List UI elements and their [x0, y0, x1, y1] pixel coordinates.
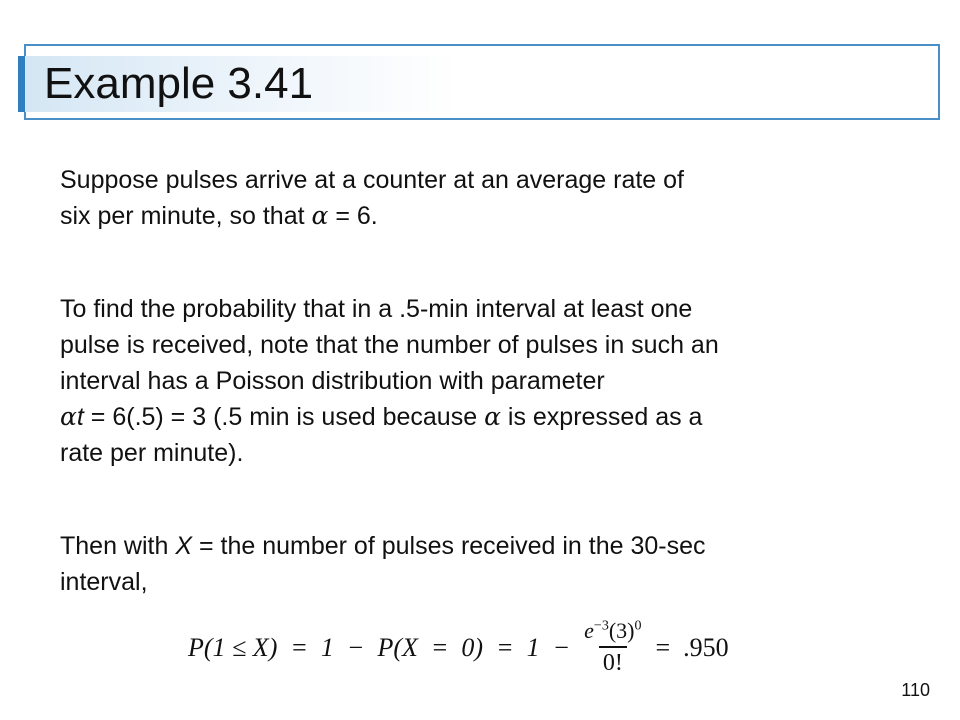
slide-title: Example 3.41: [44, 59, 314, 108]
equation-rhs: = .950: [655, 632, 729, 662]
paragraph-then: [60, 528, 920, 600]
numerator-middle: (3): [608, 618, 635, 643]
numerator-base: e: [584, 618, 594, 643]
paragraph-probability-line4-end: is expressed as a: [500, 403, 703, 431]
equation-fraction: [580, 618, 645, 677]
paragraph-probability-line2: pulse is received, note that the number of pulses in such an: [60, 331, 719, 359]
paragraph-rate-line2-pre: six per minute, so that: [60, 202, 312, 230]
paragraph-probability: [60, 291, 920, 471]
t-variable: t: [76, 403, 84, 431]
x-variable: X: [175, 532, 193, 560]
probability-equation: [188, 618, 729, 677]
paragraph-then-line1-post: = the number of pulses received in the 30-sec: [192, 532, 706, 560]
paragraph-probability-line5: rate per minute).: [60, 439, 244, 467]
alpha-symbol: α: [60, 402, 77, 431]
alpha-symbol: α: [484, 402, 501, 431]
paragraph-then-line1-pre: Then with: [60, 532, 176, 560]
page-number: 110: [901, 680, 930, 700]
paragraph-probability-line3: interval has a Poisson distribution with parameter: [60, 367, 605, 395]
paragraph-probability-line4-mid: = 6(.5) = 3 (.5 min is used because: [83, 403, 485, 431]
numerator-exponent: −3: [593, 618, 609, 634]
fraction-denominator: 0!: [599, 646, 627, 677]
fraction-numerator: [580, 618, 645, 646]
paragraph-rate-line2-post: = 6.: [328, 202, 378, 230]
paragraph-rate-line1: Suppose pulses arrive at a counter at an average rate of: [60, 166, 684, 194]
title-accent-bar: [18, 56, 25, 112]
equation-lhs: P(1 ≤ X) = 1 − P(X = 0) = 1 −: [188, 632, 571, 662]
numerator-exponent-2: 0: [634, 618, 642, 634]
paragraph-probability-line1: To find the probability that in a .5-min interval at least one: [60, 295, 693, 323]
alpha-symbol: α: [311, 201, 329, 230]
paragraph-rate: [60, 162, 920, 234]
paragraph-then-line2: interval,: [60, 568, 148, 596]
